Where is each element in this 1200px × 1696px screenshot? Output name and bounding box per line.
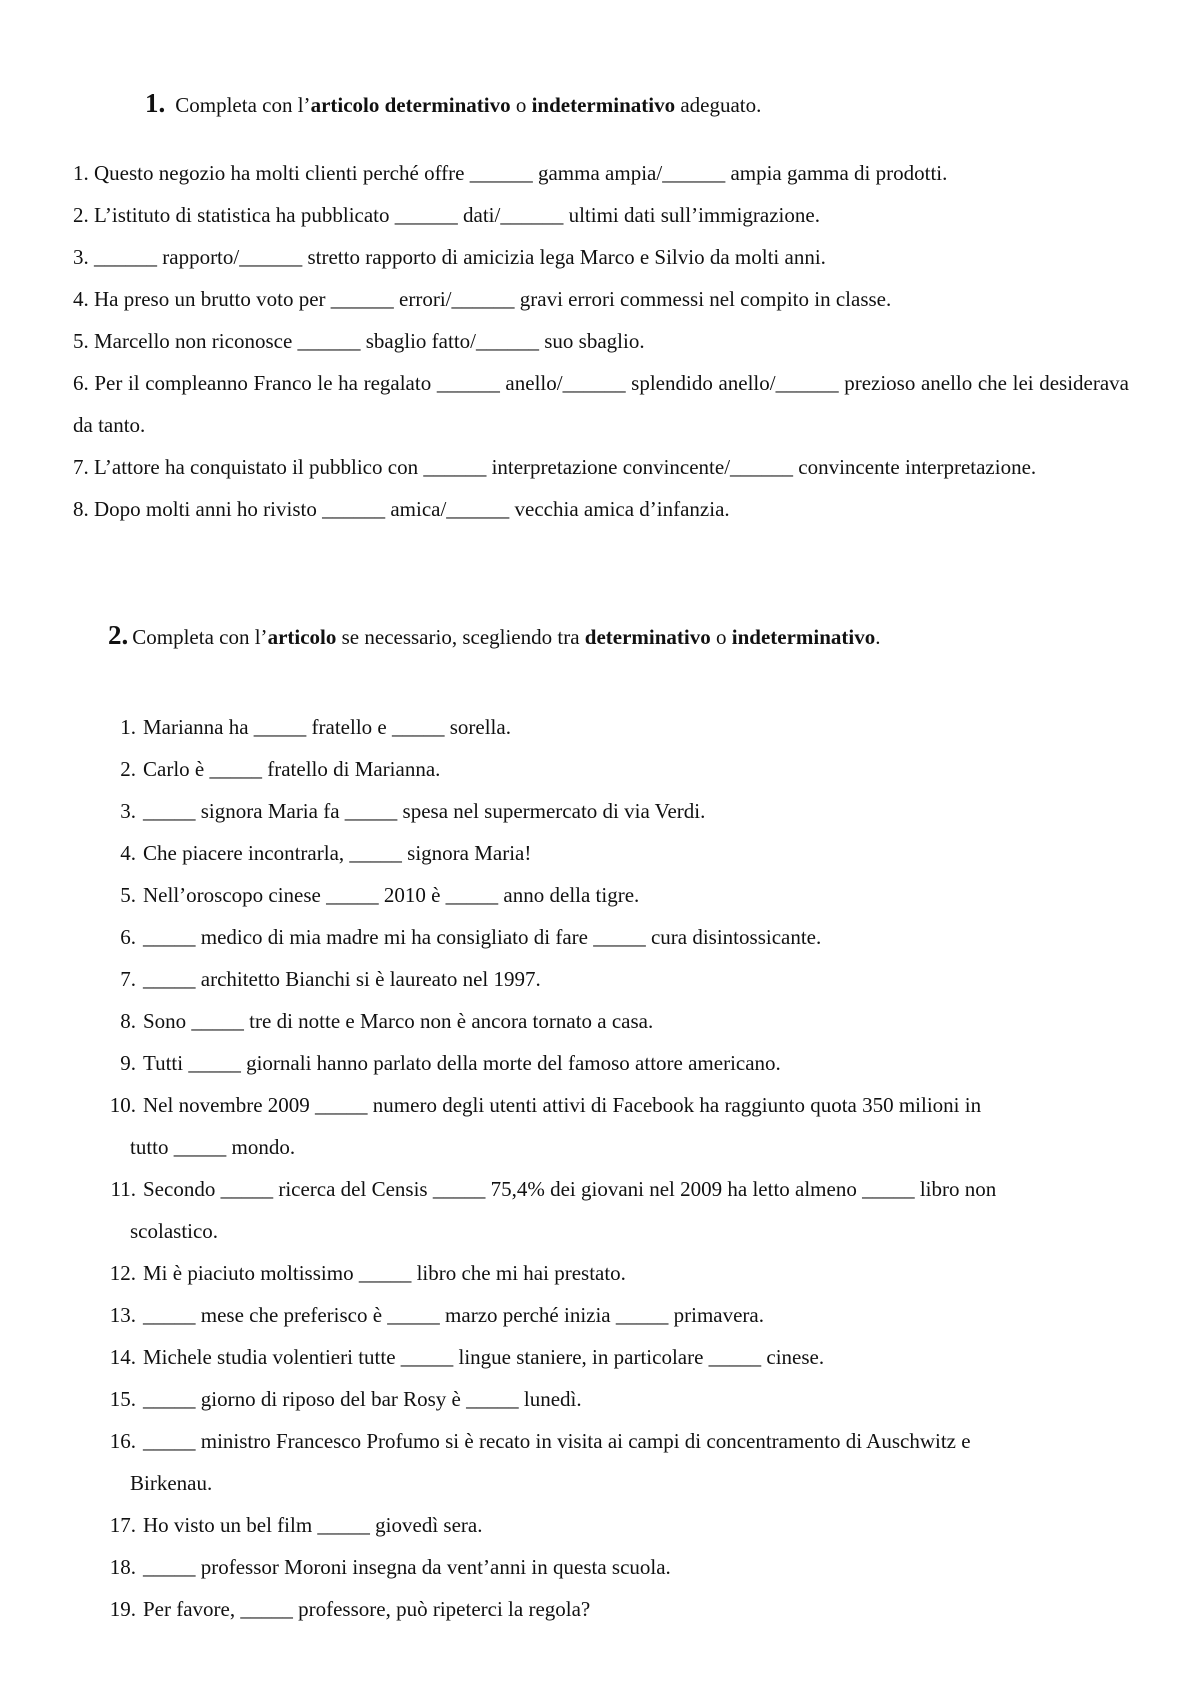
item-text: Michele studia volentieri tutte _____ lingue staniere, in particolare _____ cinese.: [143, 1345, 825, 1369]
item-number: 9.: [120, 1051, 136, 1075]
item-number: 16.: [109, 1429, 136, 1453]
exercise-2-item: [100, 958, 1130, 1000]
exercise-2-item: [100, 1252, 1130, 1294]
heading-text: se necessario, scegliendo tra: [336, 625, 585, 649]
item-number: 3.: [120, 799, 136, 823]
exercise-2-item: [100, 874, 1130, 916]
exercise-2-item: [100, 1588, 1130, 1630]
exercise-1-item: 7. L’attore ha conquistato il pubblico con ______ interpretazione convincente/______ convincente interpretazione.: [73, 455, 1037, 479]
item-number: 10.: [109, 1093, 136, 1117]
exercise-2-item: [100, 832, 1130, 874]
item-number: 6.: [120, 925, 136, 949]
heading-text: o: [510, 93, 532, 117]
exercise-2-item: [100, 1000, 1130, 1042]
item-text: _____ giorno di riposo del bar Rosy è _____ lunedì.: [143, 1387, 582, 1411]
item-text: Marianna ha _____ fratello e _____ sorella.: [143, 715, 511, 739]
exercise-2-item: [100, 1294, 1130, 1336]
exercise-2-item: [100, 1420, 1130, 1504]
exercise-1-item: 3. ______ rapporto/______ stretto rapporto di amicizia lega Marco e Silvio da molti anni.: [73, 245, 826, 269]
exercise-1-item: 5. Marcello non riconosce ______ sbaglio fatto/______ suo sbaglio.: [73, 329, 645, 353]
item-text-continuation: tutto _____ mondo.: [130, 1135, 296, 1159]
item-text: _____ ministro Francesco Profumo si è recato in visita ai campi di concentramento di Auschwitz e: [143, 1429, 971, 1453]
exercise-2-item: [100, 748, 1130, 790]
heading-bold-text: determinativo: [584, 625, 711, 649]
item-text: Tutti _____ giornali hanno parlato della morte del famoso attore americano.: [143, 1051, 781, 1075]
item-number: 13.: [109, 1303, 136, 1327]
item-number: 17.: [109, 1513, 136, 1537]
item-text: _____ professor Moroni insegna da vent’anni in questa scuola.: [143, 1555, 671, 1579]
item-text: Ho visto un bel film _____ giovedì sera.: [143, 1513, 483, 1537]
item-number: 18.: [109, 1555, 136, 1579]
exercise-2-list: [100, 706, 1130, 1630]
item-text: Secondo _____ ricerca del Censis _____ 75,4% dei giovani nel 2009 ha letto almeno _____ libro non: [143, 1177, 997, 1201]
item-text-continuation: scolastico.: [130, 1219, 219, 1243]
heading-text: .: [875, 625, 881, 649]
item-number: 2.: [120, 757, 136, 781]
exercise-2-item: [100, 1336, 1130, 1378]
heading-bold-text: indeterminativo: [731, 625, 876, 649]
exercise-1-list: [73, 152, 1129, 530]
item-number: 7.: [120, 967, 136, 991]
exercise-2-number: 2.: [108, 620, 129, 650]
heading-text: o: [710, 625, 732, 649]
exercise-1-item: 4. Ha preso un brutto voto per ______ errori/______ gravi errori commessi nel compito in classe.: [73, 287, 892, 311]
heading-bold-text: articolo determinativo: [310, 93, 511, 117]
item-text-continuation: Birkenau.: [130, 1471, 213, 1495]
exercise-1-number: 1.: [145, 88, 166, 118]
heading-text: adeguato.: [675, 93, 762, 117]
item-number: 8.: [120, 1009, 136, 1033]
exercise-2-item: [100, 1546, 1130, 1588]
item-number: 14.: [109, 1345, 136, 1369]
item-text: Per favore, _____ professore, può ripeterci la regola?: [143, 1597, 591, 1621]
item-text: Mi è piaciuto moltissimo _____ libro che mi hai prestato.: [143, 1261, 626, 1285]
exercise-1-item: 6. Per il compleanno Franco le ha regalato ______ anello/______ splendido anello/______ prezioso anello che lei desiderava da tanto.: [73, 371, 1129, 437]
item-text: Nel novembre 2009 _____ numero degli utenti attivi di Facebook ha raggiunto quota 350 milioni in: [143, 1093, 982, 1117]
exercise-2-item: [100, 1084, 1130, 1168]
item-text: _____ architetto Bianchi si è laureato nel 1997.: [143, 967, 541, 991]
item-text: _____ mese che preferisco è _____ marzo perché inizia _____ primavera.: [143, 1303, 764, 1327]
exercise-2-item: [100, 916, 1130, 958]
item-text: Sono _____ tre di notte e Marco non è ancora tornato a casa.: [143, 1009, 654, 1033]
item-number: 5.: [120, 883, 136, 907]
item-text: _____ medico di mia madre mi ha consigliato di fare _____ cura disintossicante.: [143, 925, 822, 949]
item-number: 15.: [109, 1387, 136, 1411]
exercise-2-item: [100, 1042, 1130, 1084]
item-number: 1.: [120, 715, 136, 739]
exercise-2-item: [100, 706, 1130, 748]
exercise-2-item: [100, 1378, 1130, 1420]
exercise-1-heading: [145, 88, 761, 120]
exercise-1-item: 1. Questo negozio ha molti clienti perché offre ______ gamma ampia/______ ampia gamma di prodotti.: [73, 161, 948, 185]
item-text: Carlo è _____ fratello di Marianna.: [143, 757, 441, 781]
item-number: 12.: [109, 1261, 136, 1285]
exercise-2-item: [100, 1168, 1130, 1252]
item-number: 11.: [110, 1177, 136, 1201]
exercise-2-heading: [108, 620, 881, 652]
exercise-2-item: [100, 790, 1130, 832]
exercise-1-item: 2. L’istituto di statistica ha pubblicato ______ dati/______ ultimi dati sull’immigrazione.: [73, 203, 820, 227]
exercise-1-item: 8. Dopo molti anni ho rivisto ______ amica/______ vecchia amica d’infanzia.: [73, 497, 730, 521]
item-text: Nell’oroscopo cinese _____ 2010 è _____ anno della tigre.: [143, 883, 640, 907]
exercise-2-item: [100, 1504, 1130, 1546]
item-number: 4.: [120, 841, 136, 865]
heading-text: Completa con l’: [132, 625, 268, 649]
item-number: 19.: [109, 1597, 136, 1621]
heading-bold-text: indeterminativo: [531, 93, 676, 117]
item-text: _____ signora Maria fa _____ spesa nel supermercato di via Verdi.: [143, 799, 706, 823]
item-text: Che piacere incontrarla, _____ signora Maria!: [143, 841, 532, 865]
heading-text: Completa con l’: [175, 93, 311, 117]
heading-bold-text: articolo: [267, 625, 337, 649]
